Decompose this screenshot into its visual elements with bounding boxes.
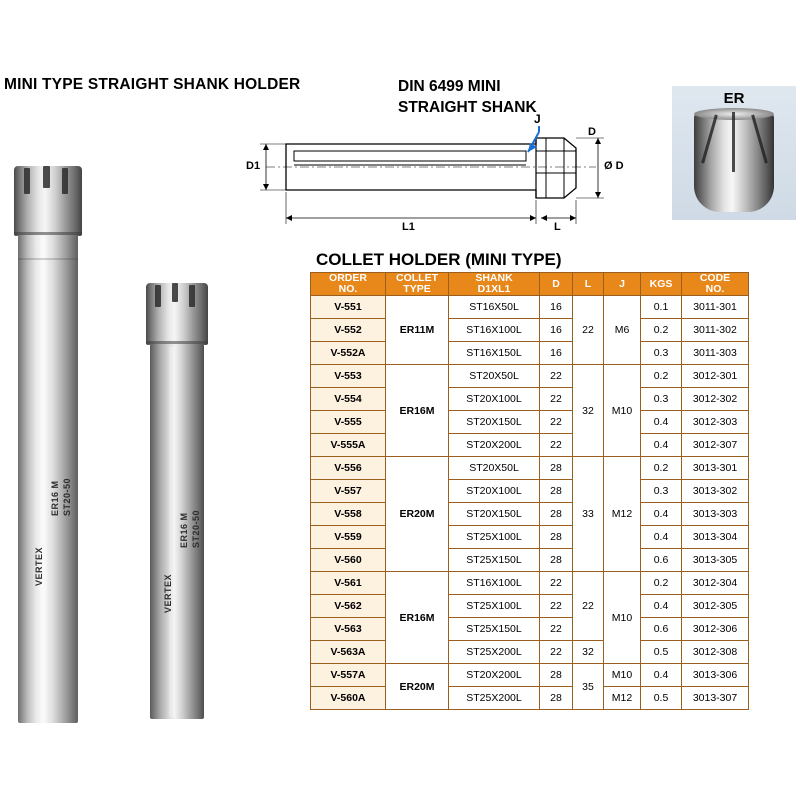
cell-shank: ST16X50L	[449, 296, 540, 319]
cell-d: 22	[540, 641, 573, 664]
cell-collet-type: ER16M	[386, 365, 449, 457]
cell-d: 22	[540, 595, 573, 618]
cell-l: 33	[573, 457, 604, 572]
cell-code-no: 3012-305	[682, 595, 749, 618]
cell-code-no: 3013-305	[682, 549, 749, 572]
cell-kgs: 0.3	[641, 480, 682, 503]
cell-order-no: V-560	[311, 549, 386, 572]
cell-code-no: 3013-307	[682, 687, 749, 710]
cell-d: 22	[540, 365, 573, 388]
cell-d: 28	[540, 549, 573, 572]
cell-kgs: 0.4	[641, 664, 682, 687]
cell-l: 32	[573, 641, 604, 664]
cell-code-no: 3012-308	[682, 641, 749, 664]
cell-shank: ST25X200L	[449, 641, 540, 664]
cell-kgs: 0.3	[641, 388, 682, 411]
holder-large-ring-2	[18, 258, 78, 260]
drawing-title-line1: DIN 6499 MINI	[398, 78, 501, 95]
technical-drawing	[246, 112, 666, 244]
cell-code-no: 3012-306	[682, 618, 749, 641]
cell-shank: ST25X100L	[449, 595, 540, 618]
cell-j: M12	[604, 687, 641, 710]
table-row	[311, 618, 749, 641]
th-kgs: KGS	[641, 273, 682, 296]
holder-large-engraving-brand: VERTEX	[34, 546, 44, 586]
table-row	[311, 296, 749, 319]
holder-small-nut-slot-1	[155, 285, 161, 307]
cell-code-no: 3012-302	[682, 388, 749, 411]
dim-label-j: J	[534, 112, 541, 126]
th-order-no-line1: ORDER	[329, 272, 367, 284]
table-row	[311, 526, 749, 549]
cell-d: 16	[540, 296, 573, 319]
th-collet-type-line2: TYPE	[403, 283, 431, 295]
cell-code-no: 3013-304	[682, 526, 749, 549]
holder-photo-small	[143, 283, 213, 723]
cell-code-no: 3013-306	[682, 664, 749, 687]
table-row	[311, 457, 749, 480]
th-order-no-line2: NO.	[338, 283, 358, 295]
cell-code-no: 3012-303	[682, 411, 749, 434]
cell-code-no: 3013-302	[682, 480, 749, 503]
cell-l: 22	[573, 572, 604, 641]
table-row	[311, 411, 749, 434]
holder-small-engraving-type: ER16 M	[179, 512, 189, 548]
cell-collet-type: ER20M	[386, 457, 449, 572]
cell-collet-type: ER16M	[386, 572, 449, 664]
cell-j: M10	[604, 365, 641, 457]
cell-collet-type: ER20M	[386, 664, 449, 710]
cell-order-no: V-555A	[311, 434, 386, 457]
cell-order-no: V-553	[311, 365, 386, 388]
cell-shank: ST20X200L	[449, 664, 540, 687]
table-row	[311, 434, 749, 457]
cell-shank: ST20X150L	[449, 503, 540, 526]
cell-order-no: V-556	[311, 457, 386, 480]
cell-j: M10	[604, 664, 641, 687]
table-row	[311, 641, 749, 664]
collet-holder-table	[310, 272, 749, 710]
cell-kgs: 0.2	[641, 319, 682, 342]
th-collet-type	[386, 273, 449, 296]
dim-label-d: D	[588, 126, 596, 138]
th-code-no-line1: CODE	[699, 272, 731, 284]
cell-code-no: 3011-302	[682, 319, 749, 342]
th-code-no	[682, 273, 749, 296]
holder-large-nut-slot-3	[62, 168, 68, 194]
table-row	[311, 664, 749, 687]
cell-order-no: V-557	[311, 480, 386, 503]
cell-kgs: 0.4	[641, 411, 682, 434]
cell-d: 28	[540, 503, 573, 526]
cell-kgs: 0.5	[641, 687, 682, 710]
page-title: MINI TYPE STRAIGHT SHANK HOLDER	[4, 76, 301, 93]
cell-order-no: V-554	[311, 388, 386, 411]
cell-l: 32	[573, 365, 604, 457]
cell-d: 22	[540, 572, 573, 595]
holder-small-nut-slot-2	[172, 283, 178, 302]
cell-order-no: V-560A	[311, 687, 386, 710]
cell-shank: ST25X150L	[449, 549, 540, 572]
cell-order-no: V-563A	[311, 641, 386, 664]
cell-order-no: V-551	[311, 296, 386, 319]
th-order-no	[311, 273, 386, 296]
table-row	[311, 342, 749, 365]
cell-kgs: 0.4	[641, 595, 682, 618]
cell-d: 16	[540, 319, 573, 342]
cell-l: 22	[573, 296, 604, 365]
cell-kgs: 0.6	[641, 549, 682, 572]
th-j: J	[604, 273, 641, 296]
cell-d: 28	[540, 480, 573, 503]
th-l: L	[573, 273, 604, 296]
cell-shank: ST20X100L	[449, 480, 540, 503]
table-header	[311, 273, 749, 296]
table-row	[311, 687, 749, 710]
th-collet-type-line1: COLLET	[396, 272, 438, 284]
holder-large-engraving-type: ER16 M	[50, 480, 60, 516]
holder-small-engraving-brand: VERTEX	[163, 573, 173, 613]
th-d: D	[540, 273, 573, 296]
cell-l: 35	[573, 664, 604, 710]
cell-shank: ST25X100L	[449, 526, 540, 549]
cell-shank: ST20X200L	[449, 434, 540, 457]
cell-kgs: 0.6	[641, 618, 682, 641]
table-header-row	[311, 273, 749, 296]
er-collet-label: ER	[723, 90, 745, 107]
th-code-no-line2: NO.	[705, 283, 725, 295]
holder-large-engraving-size: ST20-50	[62, 477, 72, 516]
holder-small-nut-slot-3	[189, 285, 195, 307]
cell-kgs: 0.1	[641, 296, 682, 319]
cell-code-no: 3012-307	[682, 434, 749, 457]
cell-order-no: V-561	[311, 572, 386, 595]
cell-code-no: 3011-303	[682, 342, 749, 365]
th-shank	[449, 273, 540, 296]
holder-small-highlight	[169, 347, 175, 717]
drawing-title-line2: STRAIGHT SHANK	[398, 99, 537, 116]
cell-d: 28	[540, 687, 573, 710]
cell-shank: ST25X150L	[449, 618, 540, 641]
cell-d: 28	[540, 457, 573, 480]
cell-order-no: V-563	[311, 618, 386, 641]
er-collet-photo	[672, 86, 796, 220]
cell-kgs: 0.4	[641, 503, 682, 526]
dim-label-d1: D1	[246, 160, 261, 172]
cell-shank: ST25X200L	[449, 687, 540, 710]
dim-label-dia-d: Ø D	[604, 160, 624, 172]
dim-label-l: L	[554, 221, 561, 233]
cell-kgs: 0.2	[641, 572, 682, 595]
cell-kgs: 0.2	[641, 365, 682, 388]
table-row	[311, 480, 749, 503]
dim-label-l1: L1	[402, 221, 415, 233]
cell-d: 22	[540, 411, 573, 434]
cell-order-no: V-558	[311, 503, 386, 526]
cell-j: M10	[604, 572, 641, 664]
cell-kgs: 0.5	[641, 641, 682, 664]
cell-shank: ST20X50L	[449, 365, 540, 388]
table-row	[311, 549, 749, 572]
table-row	[311, 365, 749, 388]
cell-order-no: V-559	[311, 526, 386, 549]
cell-collet-type: ER11M	[386, 296, 449, 365]
cell-order-no: V-562	[311, 595, 386, 618]
th-shank-line2: D1XL1	[477, 283, 511, 295]
cell-d: 16	[540, 342, 573, 365]
drawing-title	[398, 76, 638, 118]
holder-large-nut-slot-2	[43, 166, 50, 188]
cell-kgs: 0.2	[641, 457, 682, 480]
cell-order-no: V-557A	[311, 664, 386, 687]
table-body	[311, 296, 749, 710]
th-shank-line1: SHANK	[475, 272, 513, 284]
table-row	[311, 572, 749, 595]
table-row	[311, 388, 749, 411]
table-row	[311, 503, 749, 526]
cell-order-no: V-555	[311, 411, 386, 434]
cell-kgs: 0.4	[641, 434, 682, 457]
holder-small-engraving-size: ST20-50	[191, 509, 201, 548]
cell-code-no: 3011-301	[682, 296, 749, 319]
cell-shank: ST20X50L	[449, 457, 540, 480]
cell-code-no: 3012-304	[682, 572, 749, 595]
cell-shank: ST20X150L	[449, 411, 540, 434]
cell-j: M12	[604, 457, 641, 572]
cell-d: 22	[540, 434, 573, 457]
cell-shank: ST16X150L	[449, 342, 540, 365]
cell-d: 22	[540, 618, 573, 641]
table-row	[311, 319, 749, 342]
holder-photo-large	[10, 166, 86, 726]
cell-order-no: V-552	[311, 319, 386, 342]
holder-large-highlight	[40, 238, 47, 720]
cell-code-no: 3012-301	[682, 365, 749, 388]
cell-shank: ST20X100L	[449, 388, 540, 411]
cell-j: M6	[604, 296, 641, 365]
cell-shank: ST16X100L	[449, 319, 540, 342]
technical-drawing-svg	[246, 118, 666, 244]
cell-d: 28	[540, 664, 573, 687]
table-row	[311, 595, 749, 618]
cell-d: 22	[540, 388, 573, 411]
cell-order-no: V-552A	[311, 342, 386, 365]
cell-code-no: 3013-303	[682, 503, 749, 526]
cell-code-no: 3013-301	[682, 457, 749, 480]
cell-kgs: 0.3	[641, 342, 682, 365]
er-collet-slot-1	[732, 112, 735, 172]
table-title: COLLET HOLDER (MINI TYPE)	[316, 250, 562, 269]
cell-d: 28	[540, 526, 573, 549]
cell-kgs: 0.4	[641, 526, 682, 549]
cell-shank: ST16X100L	[449, 572, 540, 595]
holder-large-nut-slot-1	[24, 168, 30, 194]
